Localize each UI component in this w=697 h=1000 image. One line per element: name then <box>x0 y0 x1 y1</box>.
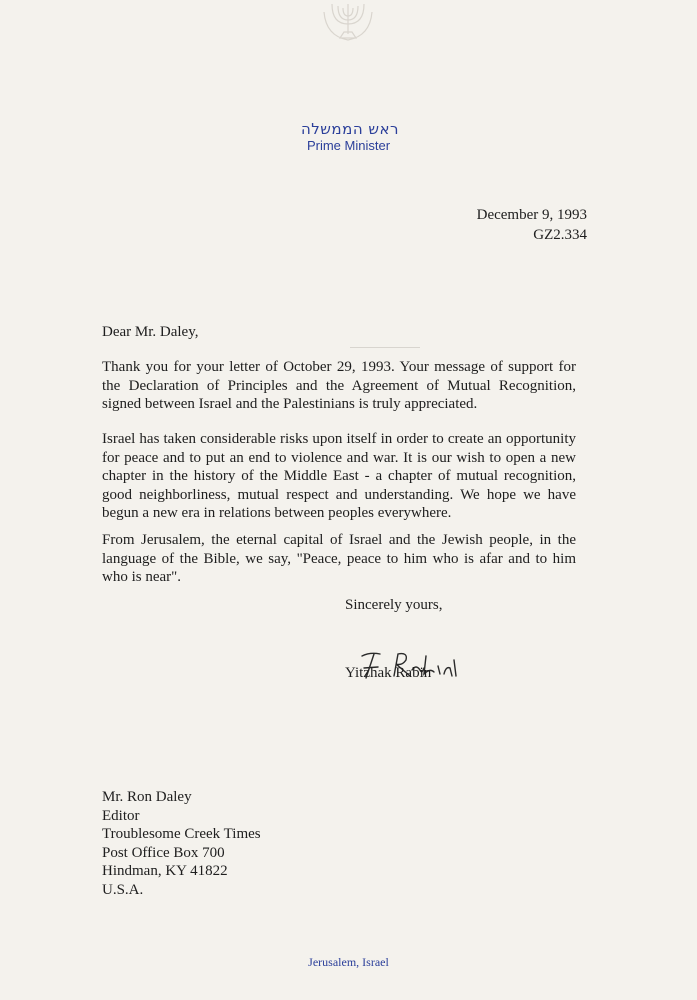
recipient-box: Post Office Box 700 <box>102 844 225 861</box>
reference-number: GZ2.334 <box>533 227 587 243</box>
letterhead-title: Prime Minister <box>306 138 391 153</box>
recipient-role: Editor <box>102 807 140 824</box>
closing: Sincerely yours, <box>345 597 443 613</box>
body-paragraph: From Jerusalem, the eternal capital of Israel and the Jewish people, in the language of the Bible, we say, "Peace, peace to him who is afar and to him who is near". <box>102 532 576 585</box>
signer-name: Yitzhak Rabin <box>345 665 432 681</box>
letterhead-hebrew: ראש הממשלה <box>300 120 400 138</box>
recipient-address <box>102 788 261 899</box>
date-block <box>477 205 587 245</box>
footer-location: Jerusalem, Israel <box>308 955 389 969</box>
faint-divider <box>350 347 420 348</box>
recipient-country: U.S.A. <box>102 881 144 898</box>
recipient-name: Mr. Ron Daley <box>102 789 192 805</box>
recipient-city: Hindman, KY 41822 <box>102 863 228 879</box>
body-paragraph: Israel has taken considerable risks upon itself in order to create an opportunity for peace and to put an end to violence and war. It is our wish to open a new chapter in the history of the Middle East - a chapter of mutual recognition, good neighborliness, mutual respect and understanding. We hope we have begun a new era in relations between peoples everywhere. <box>102 431 576 521</box>
body-paragraph: Thank you for your letter of October 29, 1993. Your message of support for the Declaration of Principles and the Agreement of Mutual Recognition, signed between Israel and the Palestinians is truly appreciated. <box>102 359 576 412</box>
recipient-organization: Troublesome Creek Times <box>102 826 261 842</box>
salutation: Dear Mr. Daley, <box>102 324 199 340</box>
letter-date: December 9, 1993 <box>476 207 587 223</box>
menorah-emblem-icon <box>318 0 378 44</box>
